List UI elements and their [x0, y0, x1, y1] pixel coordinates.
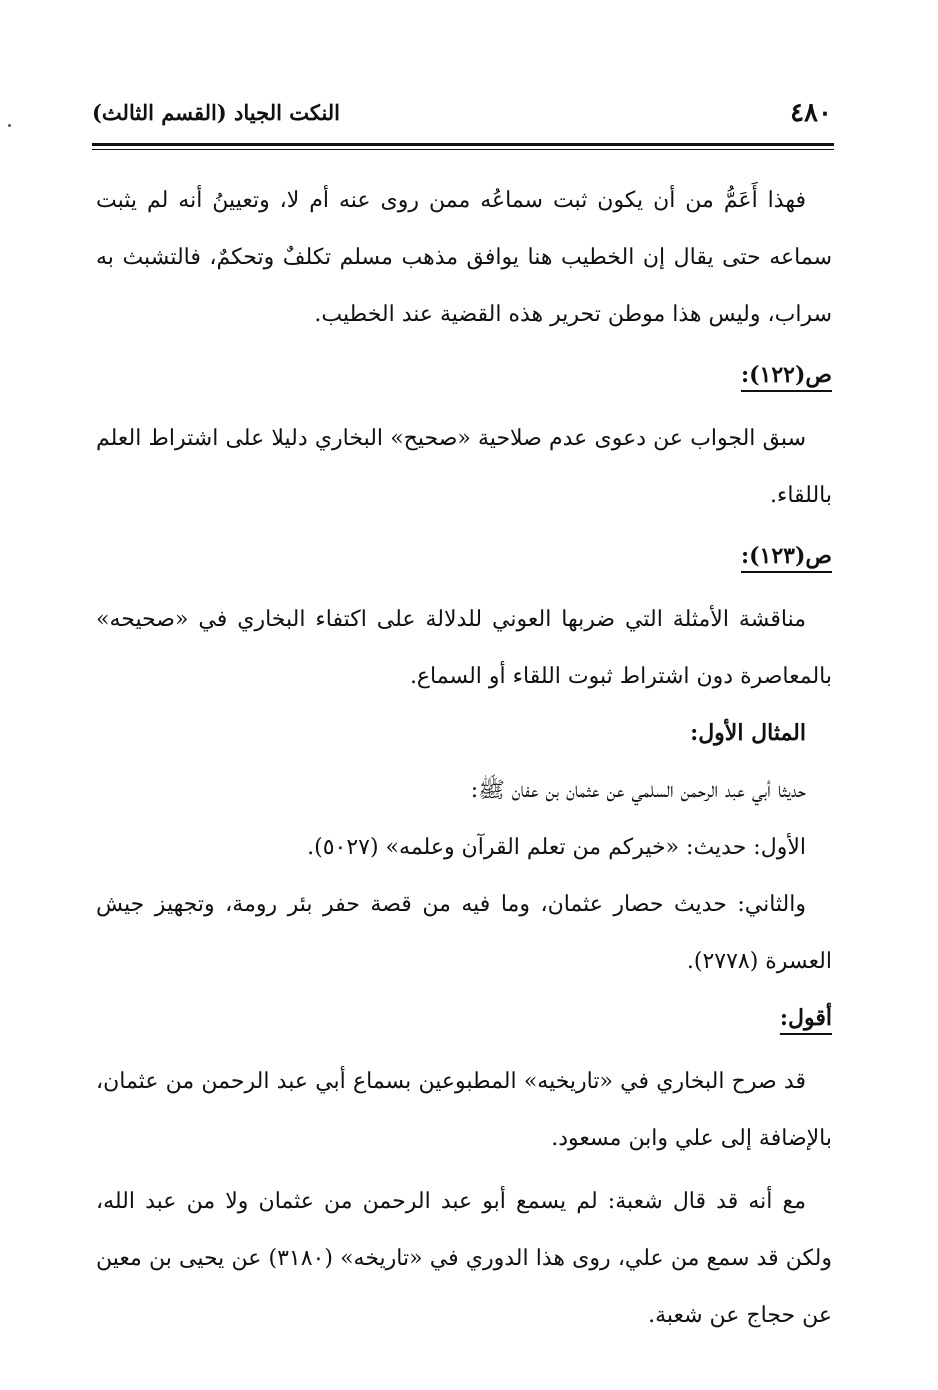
page-header	[92, 96, 832, 138]
page-reference-122: ص(١٢٢):	[741, 362, 832, 388]
example-heading: المثال الأول:	[690, 720, 806, 746]
page-body	[96, 172, 832, 1344]
scan-speck	[8, 124, 11, 127]
paragraph-6: والثاني: حديث حصار عثمان، وما فيه من قصة حفر بئر رومة، وتجهيز جيش العسرة (٢٧٧٨).	[96, 892, 832, 974]
paragraph-7: قد صرح البخاري في «تاريخيه» المطبوعين بسماع أبي عبد الرحمن من عثمان، بالإضافة إلى علي وابن مسعود.	[96, 1069, 832, 1151]
paragraph-2: سبق الجواب عن دعوى عدم صلاحية «صحيح» البخاري دليلا على اشتراط العلم باللقاء.	[96, 426, 832, 508]
paragraph-3: مناقشة الأمثلة التي ضربها العوني للدلالة على اكتفاء البخاري في «صحيحه» بالمعاصرة دون اشتراط ثبوت اللقاء أو السماع.	[96, 607, 832, 689]
aqool-heading: أقول:	[779, 1005, 832, 1031]
page-number: ٤٨٠	[790, 98, 832, 128]
running-title: النكت الجياد (القسم الثالث)	[92, 100, 341, 125]
header-rule-thin	[92, 149, 834, 150]
header-rule-thick	[92, 143, 834, 146]
paragraph-8: مع أنه قد قال شعبة: لم يسمع أبو عبد الرحمن من عثمان ولا من عبد الله، ولكن قد سمع من علي، روى هذا الدوري في «تاريخه» (٣١٨٠) عن يحيى بن معين عن حجاج عن شعبة.	[96, 1189, 832, 1328]
page-reference-123: ص(١٢٣):	[741, 543, 832, 569]
paragraph-1: فهذا أَعَمُّ من أن يكون ثبت سماعُه ممن روى عنه أم لا، وتعيينُ أنه لم يثبت سماعه حتى يقال إن الخطيب هنا يوافق مذهب مسلم تكلفٌ وتحكمٌ، فالتشبث به سراب، وليس هذا موطن تحرير هذه القضية عند الخطيب.	[96, 188, 832, 327]
paragraph-4: حديثا أبي عبد الرحمن السلمي عن عثمان بن عفان ﷺ:	[470, 778, 806, 803]
paragraph-5: الأول: حديث: «خيركم من تعلم القرآن وعلمه» (٥٠٢٧).	[307, 835, 806, 860]
